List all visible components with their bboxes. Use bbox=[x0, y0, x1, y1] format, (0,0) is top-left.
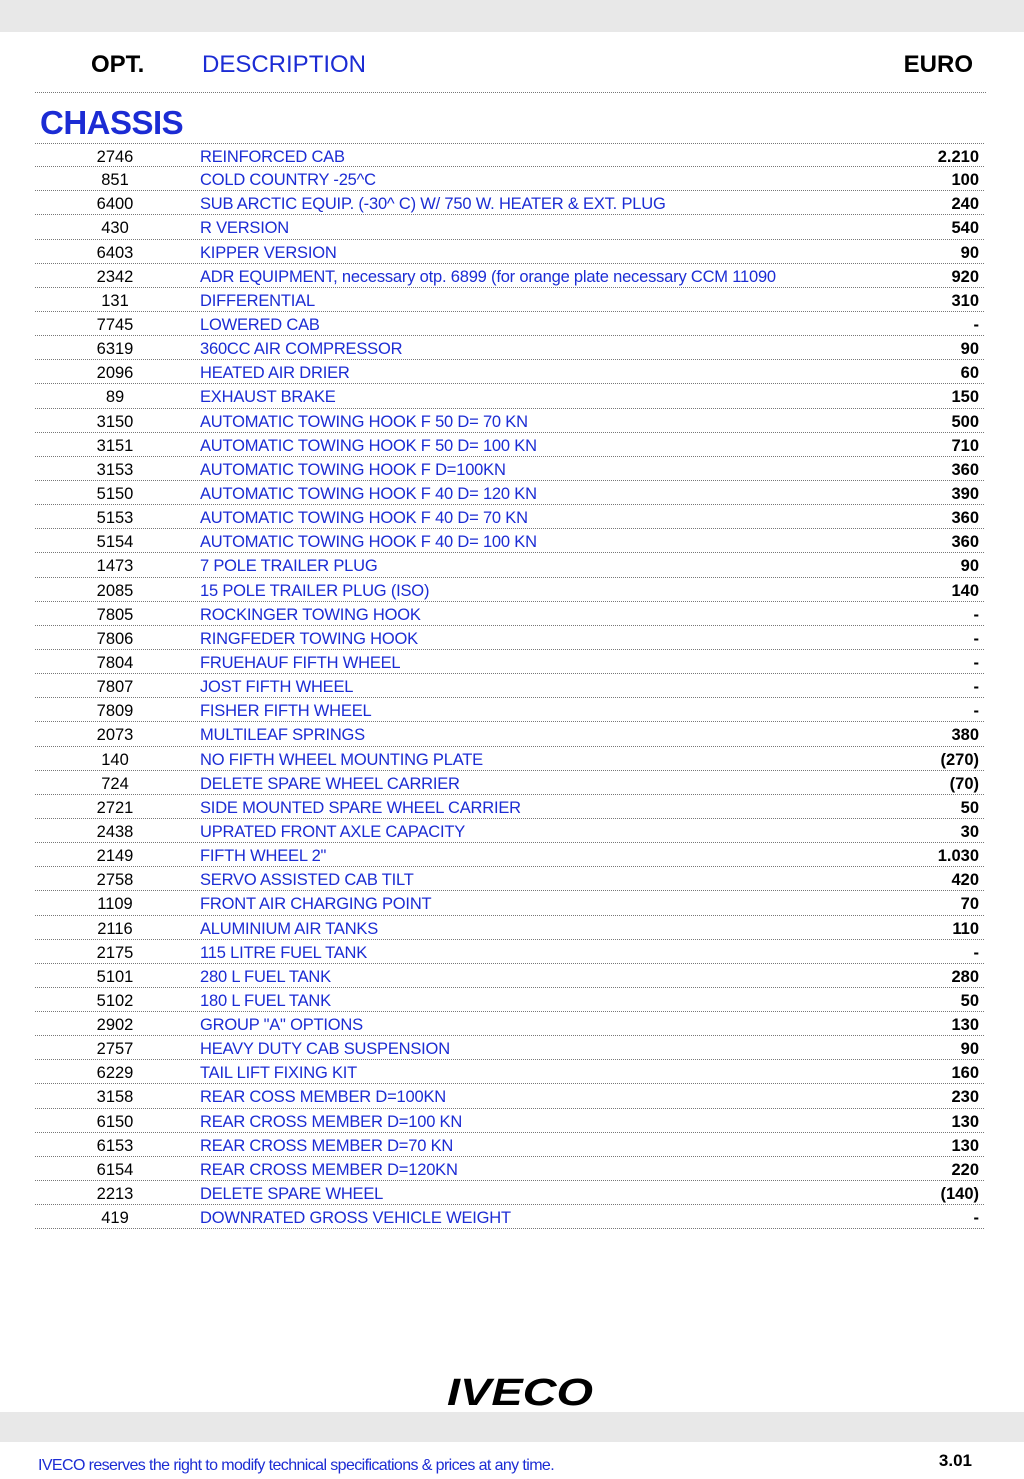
table-row bbox=[35, 1157, 984, 1181]
option-price: 100 bbox=[951, 171, 979, 190]
option-description: SERVO ASSISTED CAB TILT bbox=[200, 871, 414, 890]
option-code: 6153 bbox=[96, 1136, 134, 1155]
option-price: - bbox=[973, 653, 979, 672]
option-description: KIPPER VERSION bbox=[200, 243, 337, 262]
option-price: - bbox=[973, 943, 979, 962]
option-price: 60 bbox=[960, 364, 979, 383]
option-code: 7807 bbox=[96, 678, 134, 697]
table-row bbox=[35, 384, 984, 408]
options-table bbox=[35, 143, 984, 1229]
option-description: TAIL LIFT FIXING KIT bbox=[200, 1064, 358, 1083]
option-description: LOWERED CAB bbox=[200, 315, 320, 334]
table-row bbox=[35, 1060, 984, 1084]
option-code: 2116 bbox=[97, 919, 133, 938]
option-code: 5102 bbox=[96, 991, 134, 1010]
table-row bbox=[35, 409, 984, 433]
option-price: 130 bbox=[951, 1112, 979, 1131]
option-price: 140 bbox=[951, 581, 979, 600]
table-row bbox=[35, 1133, 984, 1157]
option-description: FRONT AIR CHARGING POINT bbox=[200, 895, 432, 914]
option-price: 360 bbox=[951, 460, 979, 479]
option-price: - bbox=[973, 629, 979, 648]
option-code: 5150 bbox=[96, 484, 134, 503]
table-row bbox=[35, 457, 984, 481]
option-description: 15 POLE TRAILER PLUG (ISO) bbox=[200, 581, 430, 600]
option-price: (70) bbox=[949, 774, 979, 793]
option-description: REAR CROSS MEMBER D=100 KN bbox=[200, 1112, 463, 1131]
option-description: RINGFEDER TOWING HOOK bbox=[200, 629, 418, 648]
table-row bbox=[35, 312, 984, 336]
option-price: 150 bbox=[951, 388, 979, 407]
table-row bbox=[35, 191, 984, 215]
option-description: 7 POLE TRAILER PLUG bbox=[200, 557, 378, 576]
table-row bbox=[35, 964, 984, 988]
option-description: 280 L FUEL TANK bbox=[200, 967, 331, 986]
option-price: 2.210 bbox=[937, 148, 979, 166]
section-title: CHASSIS bbox=[40, 104, 184, 141]
option-description: NO FIFTH WHEEL MOUNTING PLATE bbox=[200, 750, 483, 769]
option-price: 130 bbox=[951, 1136, 979, 1155]
bottom-band bbox=[0, 1412, 1024, 1442]
option-code: 3153 bbox=[96, 460, 134, 479]
table-row bbox=[35, 722, 984, 746]
svg-text:IVECO: IVECO bbox=[447, 1372, 593, 1412]
option-price: 110 bbox=[952, 919, 979, 938]
option-description: AUTOMATIC TOWING HOOK F 40 D= 100 KN bbox=[200, 533, 537, 552]
table-row bbox=[35, 529, 984, 553]
table-row bbox=[35, 1109, 984, 1133]
table-row bbox=[35, 1012, 984, 1036]
option-price: - bbox=[973, 605, 979, 624]
option-price: - bbox=[973, 678, 979, 697]
option-price: 130 bbox=[951, 1016, 979, 1035]
option-code: 1109 bbox=[97, 895, 133, 914]
option-description: HEATED AIR DRIER bbox=[200, 364, 350, 383]
option-code: 419 bbox=[101, 1209, 129, 1228]
option-description: R VERSION bbox=[200, 219, 289, 238]
option-code: 724 bbox=[101, 774, 129, 793]
option-description: HEAVY DUTY CAB SUSPENSION bbox=[200, 1040, 450, 1059]
option-code: 6403 bbox=[96, 243, 134, 262]
table-row bbox=[35, 360, 984, 384]
option-code: 2342 bbox=[96, 267, 134, 286]
table-row bbox=[35, 674, 984, 698]
option-price: 420 bbox=[951, 871, 979, 890]
option-price: 50 bbox=[960, 991, 979, 1010]
table-row bbox=[35, 433, 984, 457]
option-description: ALUMINIUM AIR TANKS bbox=[200, 919, 379, 938]
table-row bbox=[35, 288, 984, 312]
option-price: 90 bbox=[960, 243, 979, 262]
option-code: 131 bbox=[101, 291, 129, 310]
option-description: ADR EQUIPMENT, necessary otp. 6899 (for orange plate necessary CCM 11090 bbox=[200, 267, 776, 286]
option-price: 710 bbox=[951, 436, 979, 455]
option-price: 160 bbox=[951, 1064, 979, 1083]
option-code: 6150 bbox=[96, 1112, 134, 1131]
table-row bbox=[35, 698, 984, 722]
option-code: 3151 bbox=[96, 436, 134, 455]
table-row bbox=[35, 336, 984, 360]
table-row bbox=[35, 143, 984, 167]
header-euro: EURO bbox=[903, 51, 973, 78]
option-description: MULTILEAF SPRINGS bbox=[200, 726, 365, 745]
option-description: AUTOMATIC TOWING HOOK F 50 D= 100 KN bbox=[200, 436, 537, 455]
option-description: AUTOMATIC TOWING HOOK F D=100KN bbox=[200, 460, 506, 479]
option-price: 920 bbox=[951, 267, 979, 286]
page-number: 3.01 bbox=[938, 1451, 972, 1470]
table-row bbox=[35, 940, 984, 964]
option-description: FRUEHAUF FIFTH WHEEL bbox=[200, 653, 401, 672]
option-price: 500 bbox=[951, 412, 979, 431]
column-header bbox=[35, 46, 986, 93]
option-price: 90 bbox=[960, 557, 979, 576]
option-code: 2175 bbox=[96, 943, 134, 962]
table-row bbox=[35, 215, 984, 239]
option-code: 3150 bbox=[96, 412, 134, 431]
option-description: FIFTH WHEEL 2" bbox=[200, 847, 327, 866]
option-description: GROUP "A" OPTIONS bbox=[200, 1016, 363, 1035]
table-row bbox=[35, 867, 984, 891]
option-description: JOST FIFTH WHEEL bbox=[200, 678, 354, 697]
option-description: FISHER FIFTH WHEEL bbox=[200, 702, 372, 721]
option-price: 380 bbox=[951, 726, 979, 745]
table-row bbox=[35, 988, 984, 1012]
option-code: 7809 bbox=[96, 702, 134, 721]
option-code: 2085 bbox=[96, 581, 134, 600]
option-code: 7805 bbox=[96, 605, 134, 624]
option-description: REAR COSS MEMBER D=100KN bbox=[200, 1088, 446, 1107]
option-description: REAR CROSS MEMBER D=120KN bbox=[200, 1160, 458, 1179]
option-description: REINFORCED CAB bbox=[200, 148, 345, 166]
table-row bbox=[35, 916, 984, 940]
option-code: 6400 bbox=[96, 195, 134, 214]
option-description: DOWNRATED GROSS VEHICLE WEIGHT bbox=[200, 1209, 511, 1228]
option-description: REAR CROSS MEMBER D=70 KN bbox=[200, 1136, 454, 1155]
option-price: 220 bbox=[951, 1160, 979, 1179]
option-price: 240 bbox=[951, 195, 979, 214]
option-description: SUB ARCTIC EQUIP. (-30^ C) W/ 750 W. HEATER & EXT. PLUG bbox=[200, 195, 666, 214]
option-code: 851 bbox=[101, 171, 129, 190]
option-description: ROCKINGER TOWING HOOK bbox=[200, 605, 421, 624]
option-code: 2902 bbox=[96, 1016, 134, 1035]
top-band bbox=[0, 0, 1024, 32]
option-description: 360CC AIR COMPRESSOR bbox=[200, 340, 403, 359]
table-row bbox=[35, 650, 984, 674]
option-code: 140 bbox=[101, 750, 129, 769]
option-price: - bbox=[973, 702, 979, 721]
table-row bbox=[35, 795, 984, 819]
option-description: EXHAUST BRAKE bbox=[200, 388, 336, 407]
table-row bbox=[35, 626, 984, 650]
option-code: 6229 bbox=[96, 1064, 134, 1083]
option-code: 2746 bbox=[96, 148, 134, 166]
option-code: 2213 bbox=[96, 1185, 134, 1204]
option-price: 50 bbox=[960, 798, 979, 817]
option-description: COLD COUNTRY -25^C bbox=[200, 171, 376, 190]
option-code: 6319 bbox=[96, 340, 134, 359]
option-price: 70 bbox=[960, 895, 979, 914]
option-price: - bbox=[973, 1209, 979, 1228]
option-code: 2721 bbox=[96, 798, 134, 817]
option-code: 2149 bbox=[96, 847, 134, 866]
table-row bbox=[35, 602, 984, 626]
option-price: 540 bbox=[951, 219, 979, 238]
option-price: - bbox=[973, 315, 979, 334]
option-code: 1473 bbox=[96, 557, 134, 576]
table-row bbox=[35, 771, 984, 795]
table-row bbox=[35, 1205, 984, 1229]
table-row bbox=[35, 240, 984, 264]
table-row bbox=[35, 481, 984, 505]
table-row bbox=[35, 747, 984, 771]
header-description: DESCRIPTION bbox=[202, 51, 367, 78]
table-row bbox=[35, 167, 984, 191]
option-price: 310 bbox=[951, 291, 979, 310]
table-row bbox=[35, 891, 984, 915]
option-code: 6154 bbox=[96, 1160, 134, 1179]
option-description: AUTOMATIC TOWING HOOK F 40 D= 120 KN bbox=[200, 484, 537, 503]
option-description: UPRATED FRONT AXLE CAPACITY bbox=[200, 822, 466, 841]
option-price: (140) bbox=[940, 1185, 979, 1204]
option-code: 2073 bbox=[96, 726, 134, 745]
option-price: 390 bbox=[951, 484, 979, 503]
option-code: 7745 bbox=[96, 315, 134, 334]
option-description: 115 LITRE FUEL TANK bbox=[200, 943, 368, 962]
option-price: 360 bbox=[951, 509, 979, 528]
option-code: 430 bbox=[101, 219, 129, 238]
option-price: 280 bbox=[951, 967, 979, 986]
option-code: 7806 bbox=[96, 629, 134, 648]
option-code: 2758 bbox=[96, 871, 134, 890]
option-price: 230 bbox=[951, 1088, 979, 1107]
table-row bbox=[35, 1036, 984, 1060]
table-row bbox=[35, 819, 984, 843]
option-price: 90 bbox=[960, 1040, 979, 1059]
option-description: DELETE SPARE WHEEL bbox=[200, 1185, 384, 1204]
option-description: 180 L FUEL TANK bbox=[200, 991, 331, 1010]
iveco-logo bbox=[445, 1372, 595, 1412]
footer-disclaimer: IVECO reserves the right to modify technical specifications & prices at any time. bbox=[38, 1457, 555, 1474]
option-code: 5101 bbox=[96, 967, 134, 986]
option-price: 1.030 bbox=[937, 847, 979, 866]
table-row bbox=[35, 1181, 984, 1205]
option-code: 3158 bbox=[96, 1088, 134, 1107]
option-code: 7804 bbox=[96, 653, 134, 672]
table-row bbox=[35, 553, 984, 577]
option-code: 89 bbox=[105, 388, 125, 407]
option-description: AUTOMATIC TOWING HOOK F 50 D= 70 KN bbox=[200, 412, 528, 431]
option-price: 360 bbox=[951, 533, 979, 552]
option-code: 5153 bbox=[96, 509, 134, 528]
option-description: AUTOMATIC TOWING HOOK F 40 D= 70 KN bbox=[200, 509, 528, 528]
table-row bbox=[35, 843, 984, 867]
option-code: 2096 bbox=[96, 364, 134, 383]
option-price: 90 bbox=[960, 340, 979, 359]
table-row bbox=[35, 1084, 984, 1108]
option-code: 5154 bbox=[96, 533, 134, 552]
table-row bbox=[35, 578, 984, 602]
option-code: 2438 bbox=[96, 822, 134, 841]
option-code: 2757 bbox=[96, 1040, 134, 1059]
table-row bbox=[35, 264, 984, 288]
option-description: SIDE MOUNTED SPARE WHEEL CARRIER bbox=[200, 798, 521, 817]
table-row bbox=[35, 505, 984, 529]
option-price: (270) bbox=[940, 750, 979, 769]
option-description: DELETE SPARE WHEEL CARRIER bbox=[200, 774, 460, 793]
header-opt: OPT. bbox=[91, 51, 145, 78]
option-price: 30 bbox=[960, 822, 979, 841]
option-description: DIFFERENTIAL bbox=[200, 291, 315, 310]
